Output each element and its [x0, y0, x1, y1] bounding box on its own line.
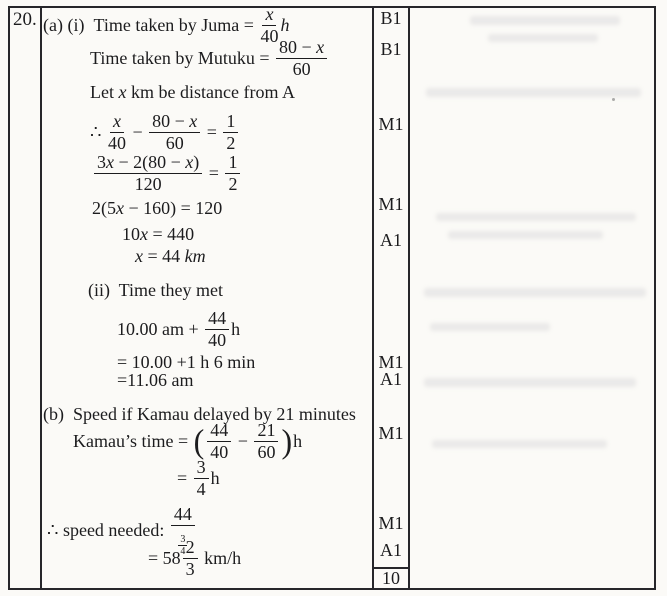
mark-b1-juma: B1 — [380, 8, 402, 28]
line-equation — [90, 112, 240, 153]
math-token: h — [231, 318, 241, 339]
line-kamau-time — [73, 421, 302, 462]
mark-m1-equation: M1 — [378, 114, 404, 134]
math-token: = 44 — [143, 246, 185, 266]
math-token: 40 — [107, 132, 126, 153]
math-token: = 440 — [148, 224, 195, 244]
math-token: (ii) Time they met — [88, 280, 223, 300]
fraction — [149, 112, 200, 153]
math-token: 60 — [165, 132, 184, 153]
math-token: h — [280, 14, 290, 35]
math-token: x — [106, 152, 114, 172]
fraction — [205, 309, 229, 350]
scan-speck — [612, 98, 615, 101]
math-token: 40 — [260, 25, 279, 46]
mark-a1-time: A1 — [380, 369, 402, 389]
bleedthrough-smudge — [470, 16, 620, 25]
question-column-divider — [40, 6, 42, 590]
math-token: = 58 — [148, 547, 181, 568]
fraction — [183, 538, 198, 579]
bleedthrough-smudge — [448, 231, 603, 239]
math-token: x — [189, 111, 198, 131]
math-token: x — [118, 82, 127, 102]
math-token: = — [202, 121, 222, 142]
math-token: 80 − — [152, 111, 190, 131]
marks-column-left-divider — [372, 6, 374, 590]
total-marks: 10 — [382, 568, 400, 588]
math-token: km be distance from A — [126, 82, 295, 102]
math-token: 3 — [180, 533, 186, 545]
line-speed-result — [148, 538, 241, 579]
math-token: − — [127, 121, 148, 142]
math-token: Time taken by Juma = — [93, 14, 259, 35]
math-token: Let — [90, 82, 119, 102]
bleedthrough-smudge — [436, 213, 636, 221]
math-token: 44 — [173, 504, 192, 524]
math-token: h — [293, 430, 303, 451]
math-token: 3 — [185, 558, 195, 579]
math-token: x — [135, 246, 143, 266]
mark-m1-expand: M1 — [378, 194, 404, 214]
math-token: 3 — [97, 152, 106, 172]
bleedthrough-smudge — [424, 378, 636, 387]
math-token: 2(5 — [92, 198, 116, 218]
math-token: = — [177, 467, 192, 488]
math-token: 120 — [134, 173, 162, 194]
math-token: 40 — [208, 329, 227, 350]
math-token: (b) Speed if Kamau delayed by 21 minutes — [43, 404, 356, 424]
fraction — [108, 112, 126, 153]
line-meeting-time-result — [117, 370, 193, 392]
line-solve-10x — [122, 224, 194, 246]
math-token: x — [116, 198, 124, 218]
math-token: x — [265, 4, 274, 24]
bleedthrough-smudge — [432, 440, 607, 448]
line-kamau-time-result — [177, 458, 220, 499]
math-token: ∴ — [90, 121, 106, 142]
line-expand — [92, 198, 222, 220]
math-token: − 160) = 120 — [124, 198, 223, 218]
mark-m1-time: M1 — [378, 352, 404, 372]
math-token: km — [184, 246, 206, 266]
mark-m1-kamau: M1 — [378, 423, 404, 443]
math-token: 60 — [292, 58, 311, 79]
math-token: x — [316, 37, 325, 57]
fraction — [194, 458, 209, 499]
math-token: 44 — [210, 420, 229, 440]
math-token: 1 — [226, 111, 236, 131]
math-token: ∴ speed needed: — [47, 520, 169, 541]
fraction — [254, 421, 278, 462]
math-token: 2 — [228, 173, 238, 194]
math-token: 2 — [226, 132, 236, 153]
math-token: 10.00 am + — [117, 318, 204, 339]
line-mutuku-time — [90, 38, 329, 79]
fraction — [94, 153, 202, 194]
fraction — [223, 112, 238, 153]
math-token: 60 — [257, 441, 276, 462]
line-part-aii-heading — [88, 280, 223, 302]
math-token: 21 — [257, 420, 276, 440]
math-token: x — [140, 224, 148, 244]
bleedthrough-smudge — [426, 88, 641, 97]
math-token: x — [112, 111, 121, 131]
math-token: ) — [193, 152, 200, 172]
math-token: = — [204, 162, 224, 183]
math-token: 40 — [210, 441, 229, 462]
line-let-distance — [90, 82, 295, 104]
math-token: = 10.00 +1 h 6 min — [117, 352, 256, 372]
math-token: 80 − — [279, 37, 317, 57]
bleedthrough-smudge — [488, 34, 598, 42]
bleedthrough-smudge — [430, 323, 550, 331]
math-token: Time taken by Mutuku = — [90, 47, 274, 68]
mark-m1-speed: M1 — [378, 513, 404, 533]
line-combined-fraction — [92, 153, 242, 194]
mark-b1-mutuku: B1 — [380, 39, 402, 59]
math-token: x — [185, 152, 194, 172]
math-token: − — [233, 430, 253, 451]
math-token: 10 — [122, 224, 140, 244]
mark-a1-speed: A1 — [380, 540, 402, 560]
fraction — [225, 153, 240, 194]
math-token: 1 — [228, 152, 238, 172]
line-meeting-time-expr — [117, 309, 240, 350]
math-token: − 2(80 − — [114, 152, 186, 172]
fraction — [276, 38, 327, 79]
fraction — [207, 421, 231, 462]
question-number: 20. — [13, 9, 37, 30]
math-token: 3 — [196, 457, 206, 477]
line-solve-x — [135, 246, 206, 268]
math-token: 4 — [196, 478, 206, 499]
math-token: =11.06 am — [117, 370, 194, 390]
math-token: 44 — [208, 308, 227, 328]
big-paren: ( — [193, 422, 205, 460]
math-token: h — [210, 467, 220, 488]
math-token: (a) (i) — [43, 14, 94, 35]
math-token: Kamau’s time = — [73, 430, 193, 451]
math-token: km/h — [199, 547, 242, 568]
math-token: 2 — [185, 537, 195, 557]
bleedthrough-smudge — [424, 288, 646, 297]
marks-column-right-divider — [408, 6, 410, 590]
math-token: 4 — [180, 545, 186, 557]
mark-a1-distance: A1 — [380, 230, 402, 250]
big-paren: ) — [281, 422, 293, 460]
